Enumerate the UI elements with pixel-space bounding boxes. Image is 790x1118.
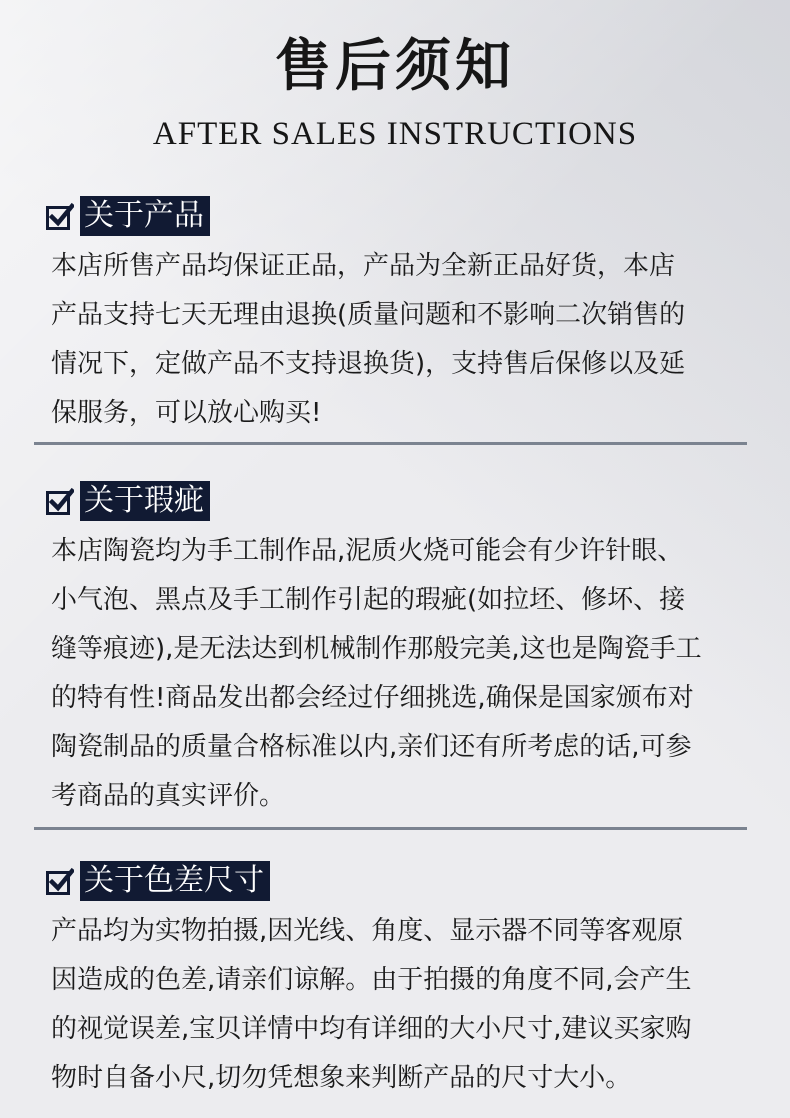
checkbox-checked-icon <box>46 487 74 515</box>
body-line: 情况下，定做产品不支持退换货)，支持售后保修以及延 <box>51 349 686 379</box>
body-line: 产品均为实物拍摄,因光线、角度、显示器不同等客观原 <box>51 916 684 946</box>
section-title: 关于色差尺寸 <box>80 861 270 901</box>
body-line: 产品支持七天无理由退换(质量问题和不影响二次销售的 <box>51 300 686 330</box>
checkbox-checked-icon <box>46 202 74 230</box>
checkbox-checked-icon <box>46 867 74 895</box>
section-heading <box>46 861 270 901</box>
body-line: 缝等痕迹),是无法达到机械制作那般完美,这也是陶瓷手工 <box>51 634 702 664</box>
body-line: 考商品的真实评价。 <box>51 781 286 811</box>
body-line: 本店所售产品均保证正品，产品为全新正品好货，本店 <box>51 251 676 281</box>
section-divider <box>34 442 747 445</box>
section-heading <box>46 196 210 236</box>
body-line: 的特有性!商品发出都会经过仔细挑选,确保是国家颁布对 <box>51 683 694 713</box>
body-line: 因造成的色差,请亲们谅解。由于拍摄的角度不同,会产生 <box>51 965 692 995</box>
body-line: 小气泡、黑点及手工制作引起的瑕疵(如拉坯、修坏、接 <box>51 585 686 615</box>
body-line: 保服务，可以放心购买! <box>51 398 322 428</box>
section-title: 关于瑕疵 <box>80 481 210 521</box>
body-line: 陶瓷制品的质量合格标准以内,亲们还有所考虑的话,可参 <box>51 732 692 762</box>
section-heading <box>46 481 210 521</box>
section-title: 关于产品 <box>80 196 210 236</box>
body-line: 的视觉误差,宝贝详情中均有详细的大小尺寸,建议买家购 <box>51 1014 692 1044</box>
body-line: 本店陶瓷均为手工制作品,泥质火烧可能会有少许针眼、 <box>51 536 684 566</box>
section-body <box>51 907 751 1103</box>
page-subtitle: AFTER SALES INSTRUCTIONS <box>152 116 638 152</box>
page-title: 售后须知 <box>275 33 515 99</box>
section-body <box>51 527 751 821</box>
body-line: 物时自备小尺,切勿凭想象来判断产品的尺寸大小。 <box>51 1063 632 1093</box>
section-body <box>51 242 751 438</box>
section-divider <box>34 827 747 830</box>
